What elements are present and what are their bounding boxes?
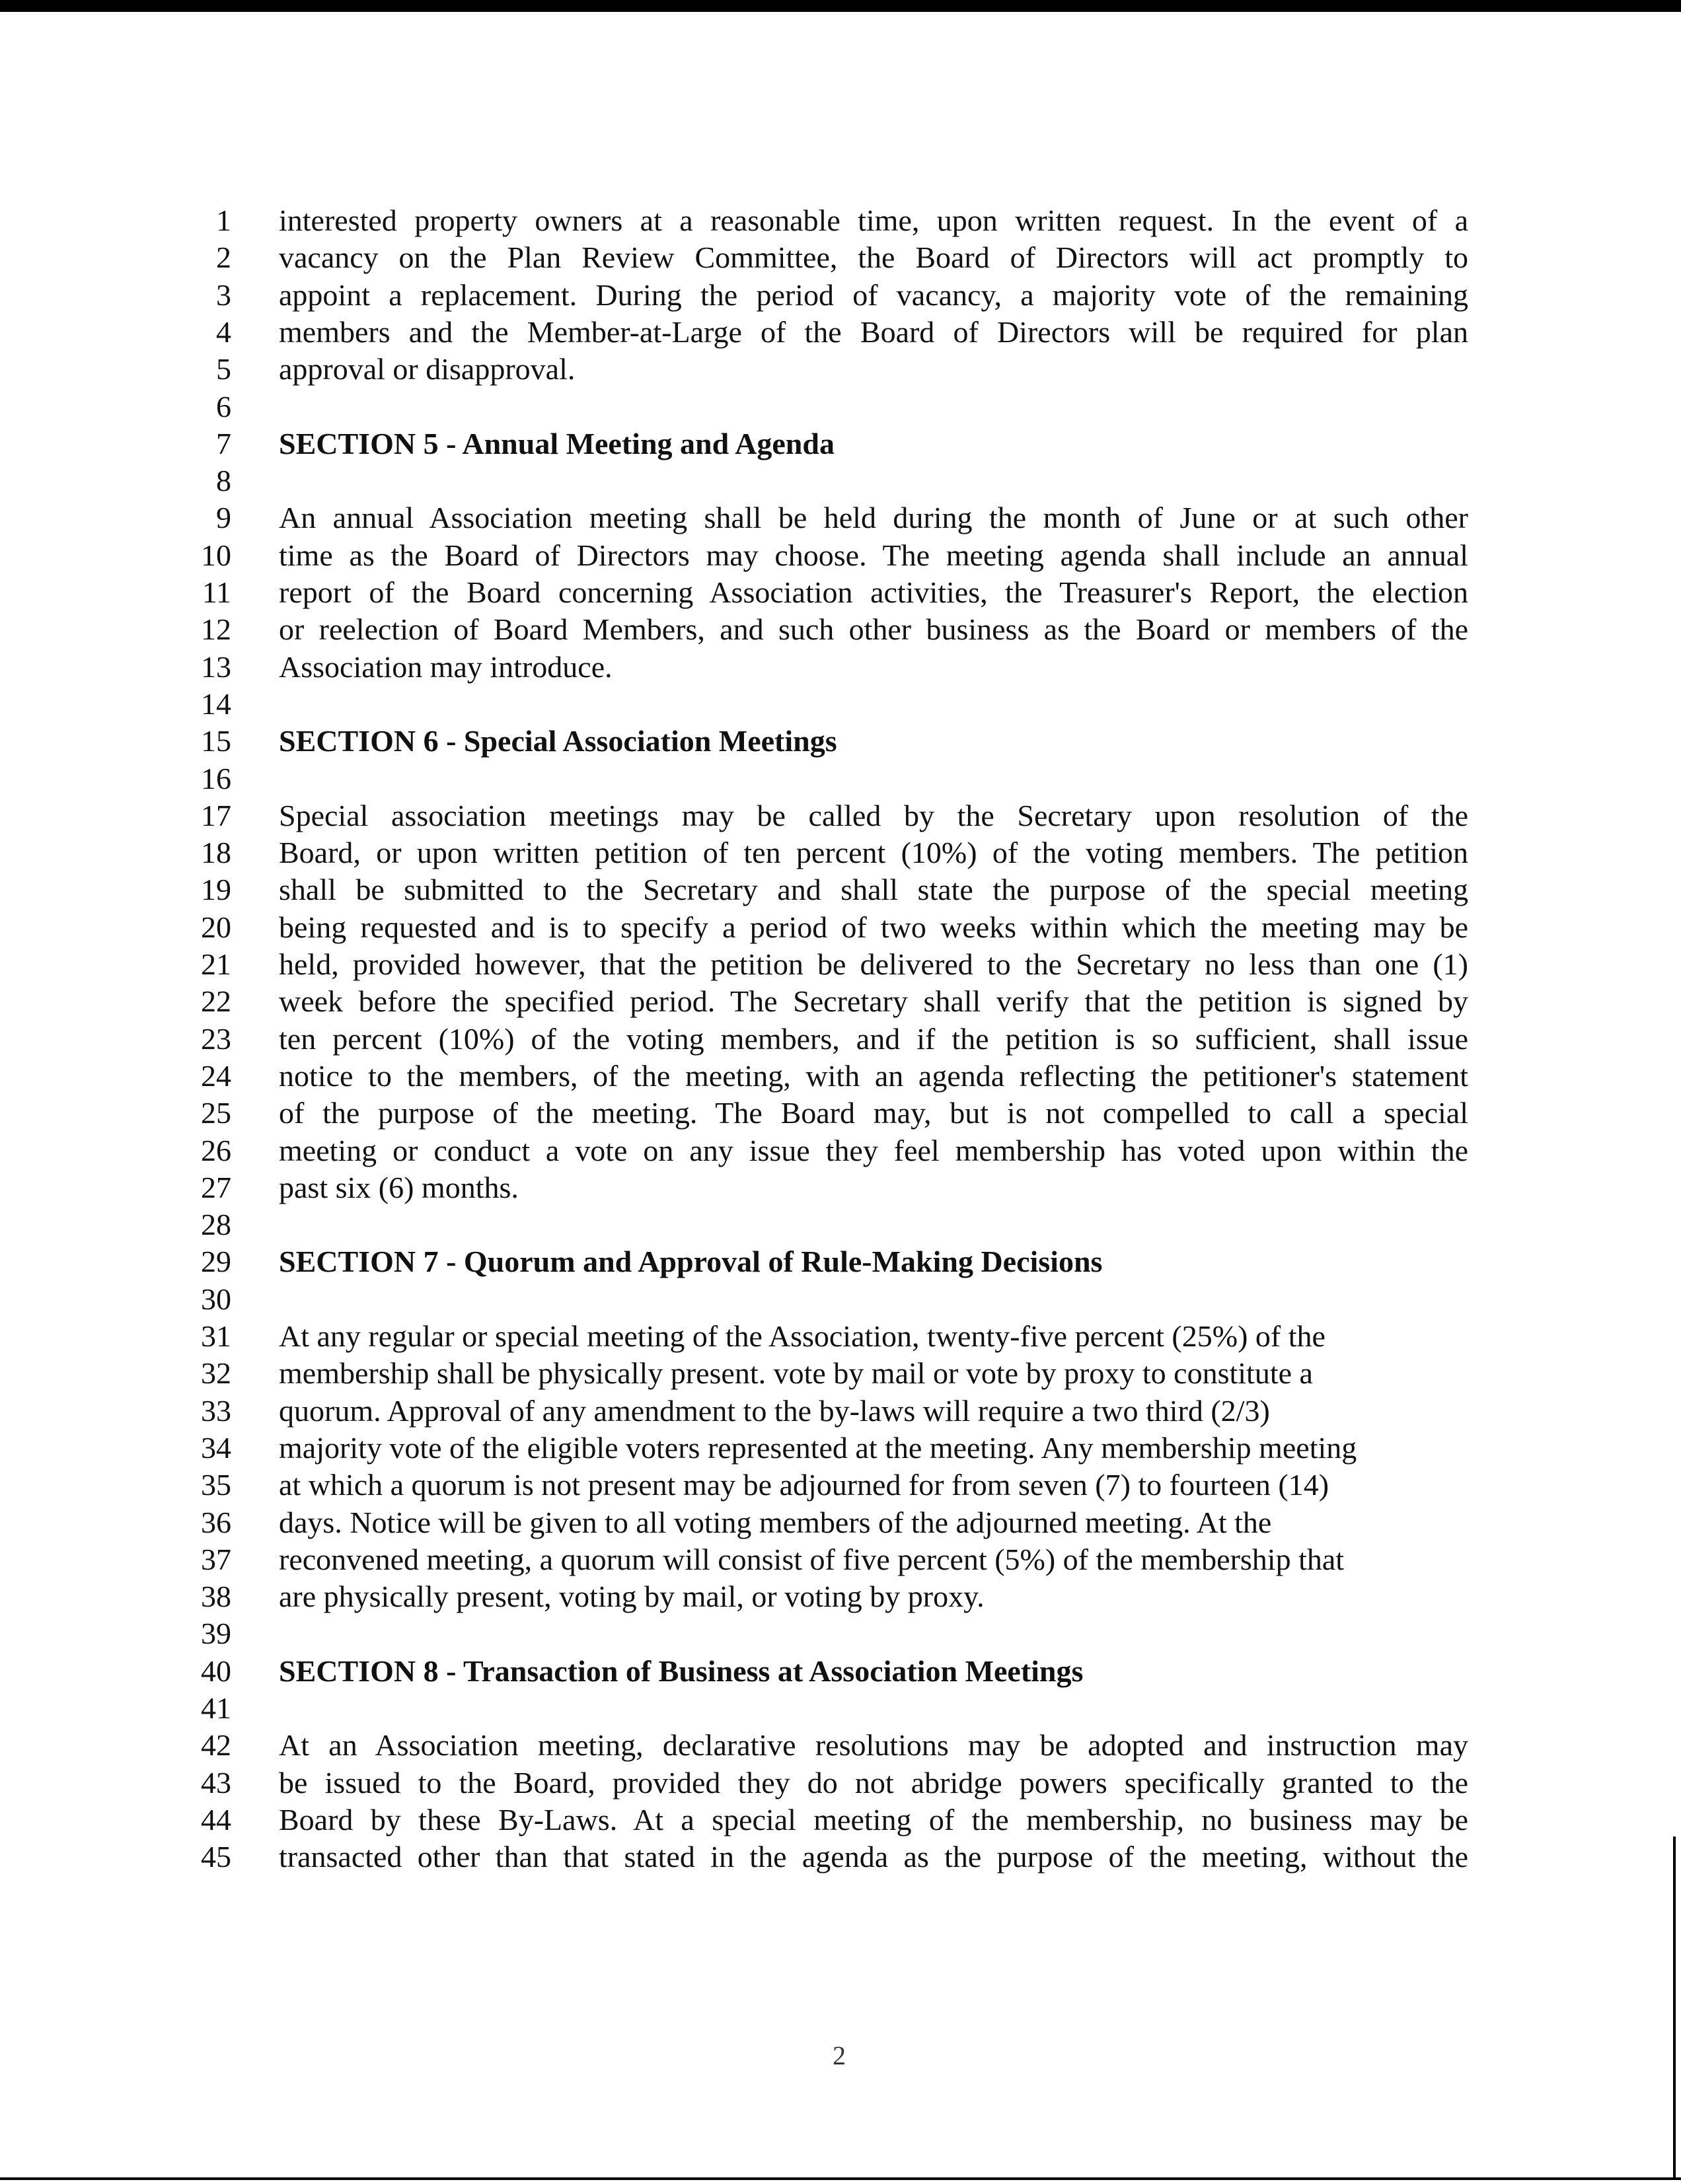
section-heading: SECTION 6 - Special Association Meetings (279, 724, 837, 758)
document-line (0, 1281, 1681, 1318)
line-number: 24 (201, 1058, 231, 1093)
line-text: being requested and is to specify a period of two weeks within which the meeting may be (279, 910, 1468, 944)
line-number: 11 (202, 575, 231, 609)
line-number: 22 (201, 984, 231, 1019)
line-number: 42 (201, 1728, 231, 1763)
document-line (0, 1393, 1681, 1430)
document-line (0, 1838, 1681, 1875)
line-number: 33 (201, 1393, 231, 1428)
line-text: ten percent (10%) of the voting members, and if the petition is so sufficient, shall issue (279, 1021, 1468, 1056)
line-number: 29 (201, 1245, 231, 1279)
line-text: membership shall be physically present. vote by mail or vote by proxy to constitute a (279, 1356, 1313, 1391)
line-number: 27 (201, 1170, 231, 1204)
line-text: An annual Association meeting shall be held during the month of June or at such other (279, 501, 1468, 535)
document-line (0, 1021, 1681, 1058)
line-number: 6 (216, 389, 231, 423)
line-text: appoint a replacement. During the period of vacancy, a majority vote of the remaining (279, 277, 1468, 312)
line-text: held, provided however, that the petition be delivered to the Secretary no less than one (1) (279, 947, 1468, 981)
document-line (0, 1318, 1681, 1355)
document-line (0, 1095, 1681, 1132)
document-line (0, 983, 1681, 1020)
line-text: Board by these By-Laws. At a special meeting of the membership, no business may be (279, 1802, 1468, 1837)
line-number: 44 (201, 1802, 231, 1837)
section-heading-line (0, 425, 1681, 462)
document-line (0, 686, 1681, 723)
line-text: members and the Member-at-Large of the Board of Directors will be required for plan (279, 314, 1468, 349)
document-line (0, 1727, 1681, 1764)
line-number: 16 (201, 761, 231, 795)
document-line (0, 277, 1681, 314)
document-line (0, 1802, 1681, 1838)
line-text: Association may introduce. (279, 649, 613, 684)
line-text: quorum. Approval of any amendment to the by-laws will require a two third (2/3) (279, 1393, 1270, 1428)
line-number: 34 (201, 1430, 231, 1465)
document-line (0, 946, 1681, 983)
line-number: 13 (201, 649, 231, 684)
document-line (0, 314, 1681, 351)
line-number: 37 (201, 1542, 231, 1576)
line-number: 45 (201, 1840, 231, 1874)
line-number: 38 (201, 1580, 231, 1614)
line-text: shall be submitted to the Secretary and shall state the purpose of the special meeting (279, 873, 1468, 907)
document-line (0, 1132, 1681, 1169)
line-number: 25 (201, 1096, 231, 1130)
document-line (0, 611, 1681, 648)
line-number: 14 (201, 686, 231, 721)
document-line (0, 1578, 1681, 1615)
document-line (0, 909, 1681, 946)
document-line (0, 649, 1681, 686)
line-text: time as the Board of Directors may choose. The meeting agenda shall include an annual (279, 538, 1468, 572)
line-number: 30 (201, 1282, 231, 1316)
section-heading: SECTION 5 - Annual Meeting and Agenda (279, 426, 835, 460)
line-number: 20 (201, 910, 231, 944)
line-text: notice to the members, of the meeting, with an agenda reflecting the petitioner's statement (279, 1058, 1468, 1093)
document-line (0, 202, 1681, 239)
scan-right-border (1673, 1837, 1676, 2180)
document-line (0, 1430, 1681, 1467)
line-text: majority vote of the eligible voters represented at the meeting. Any membership meeting (279, 1430, 1357, 1465)
document-line (0, 499, 1681, 536)
line-number: 39 (201, 1617, 231, 1651)
line-text: past six (6) months. (279, 1170, 519, 1204)
line-text: or reelection of Board Members, and such other business as the Board or members of the (279, 612, 1468, 647)
line-number: 18 (201, 836, 231, 870)
section-heading: SECTION 8 - Transaction of Business at Association Meetings (279, 1654, 1084, 1688)
line-number: 31 (201, 1319, 231, 1353)
line-number: 43 (201, 1765, 231, 1800)
document-line (0, 462, 1681, 499)
line-number: 5 (216, 352, 231, 386)
line-number: 21 (201, 947, 231, 981)
document-line (0, 1504, 1681, 1541)
line-text: meeting or conduct a vote on any issue they feel membership has voted upon within the (279, 1133, 1468, 1167)
line-text: report of the Board concerning Association activities, the Treasurer's Report, the election (279, 575, 1468, 609)
line-text: approval or disapproval. (279, 352, 576, 386)
line-text: reconvened meeting, a quorum will consist of five percent (5%) of the membership that (279, 1542, 1345, 1576)
line-text: At any regular or special meeting of the Association, twenty-five percent (25%) of the (279, 1319, 1326, 1353)
document-line (0, 871, 1681, 908)
section-heading-line (0, 723, 1681, 760)
line-number: 8 (216, 464, 231, 498)
line-text: are physically present, voting by mail, or voting by proxy. (279, 1580, 985, 1614)
line-number: 41 (201, 1691, 231, 1725)
scan-bottom-border (0, 2177, 1681, 2180)
document-line (0, 1541, 1681, 1578)
document-line (0, 1690, 1681, 1727)
document-line (0, 834, 1681, 871)
document-line (0, 1765, 1681, 1802)
document-line (0, 1355, 1681, 1392)
line-number: 4 (216, 314, 231, 349)
line-number: 28 (201, 1208, 231, 1242)
line-text: days. Notice will be given to all voting members of the adjourned meeting. At the (279, 1505, 1272, 1539)
line-number: 1 (216, 203, 231, 237)
line-number: 40 (201, 1654, 231, 1688)
line-number: 2 (216, 240, 231, 275)
document-line (0, 1467, 1681, 1504)
section-heading: SECTION 7 - Quorum and Approval of Rule-Making Decisions (279, 1245, 1103, 1279)
line-number: 36 (201, 1505, 231, 1539)
line-text: Special association meetings may be called by the Secretary upon resolution of the (279, 798, 1468, 832)
document-line (0, 239, 1681, 276)
line-number: 7 (216, 426, 231, 460)
section-heading-line (0, 1653, 1681, 1690)
line-number: 15 (201, 724, 231, 758)
line-text: of the purpose of the meeting. The Board may, but is not compelled to call a special (279, 1096, 1468, 1130)
document-line (0, 537, 1681, 574)
line-text: vacancy on the Plan Review Committee, the Board of Directors will act promptly to (279, 240, 1468, 275)
line-number: 10 (201, 538, 231, 572)
document-line (0, 1206, 1681, 1243)
document-line (0, 1169, 1681, 1206)
document-line (0, 351, 1681, 388)
line-text: At an Association meeting, declarative resolutions may be adopted and instruction may (279, 1728, 1468, 1763)
line-number: 19 (201, 873, 231, 907)
line-number: 32 (201, 1356, 231, 1391)
document-line (0, 1615, 1681, 1652)
document-line (0, 574, 1681, 611)
line-text: be issued to the Board, provided they do not abridge powers specifically granted to the (279, 1765, 1468, 1800)
line-number: 35 (201, 1468, 231, 1502)
line-number: 23 (201, 1021, 231, 1056)
line-number: 3 (216, 277, 231, 312)
line-text: week before the specified period. The Secretary shall verify that the petition is signed by (279, 984, 1468, 1019)
document-line (0, 797, 1681, 834)
line-number: 17 (201, 798, 231, 832)
line-number: 12 (201, 612, 231, 647)
line-text: interested property owners at a reasonable time, upon written request. In the event of a (279, 203, 1468, 237)
line-text: at which a quorum is not present may be adjourned for from seven (7) to fourteen (14) (279, 1468, 1329, 1502)
document-line (0, 388, 1681, 425)
section-heading-line (0, 1243, 1681, 1280)
document-line (0, 760, 1681, 797)
line-number: 9 (216, 501, 231, 535)
document-line (0, 1058, 1681, 1095)
line-text: transacted other than that stated in the agenda as the purpose of the meeting, without the (279, 1840, 1468, 1874)
page-number: 2 (833, 2041, 846, 2070)
line-text: Board, or upon written petition of ten percent (10%) of the voting members. The petition (279, 836, 1468, 870)
line-number: 26 (201, 1133, 231, 1167)
